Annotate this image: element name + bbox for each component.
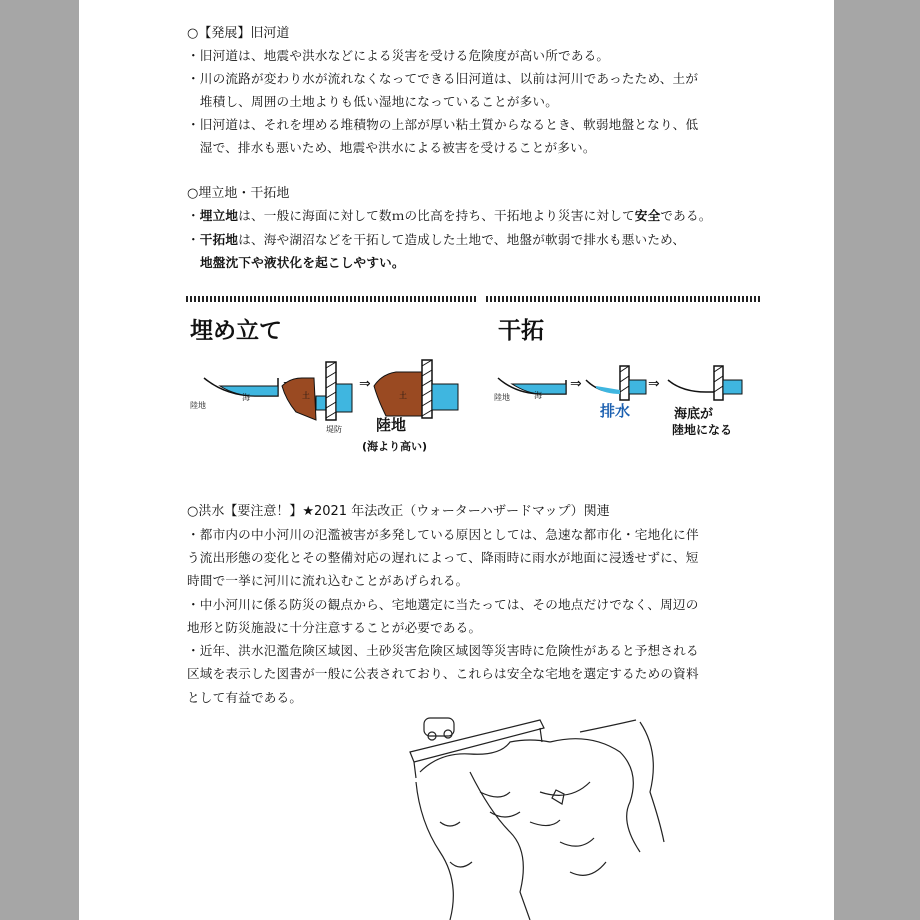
seabed-label: 海底が [674, 407, 714, 422]
flood-illustration [380, 712, 670, 920]
kantaku-title: 干拓 [498, 318, 544, 344]
heading-reclaimed: ○埋立地・干拓地 [187, 186, 290, 201]
text-line: として有益である。 [187, 690, 303, 705]
sea-label: 海 [242, 393, 250, 402]
text-line: ・都市内の中小河川の氾濫被害が多発している原因としては、急速な都市化・宅地化に伴 [187, 527, 699, 542]
result-land-label: 陸地 [376, 416, 407, 434]
heading-old-river: ○【発展】旧河道 [187, 26, 290, 41]
text-line: ・近年、洪水氾濫危険区域図、土砂災害危険区域図等災害時に危険性があると予想される [187, 643, 699, 658]
heading-flood: ○洪水【要注意！】★2021 年法改正（ウォーターハザードマップ）関連 [187, 504, 610, 519]
text-line: 区域を表示した図書が一般に公表されており、これらは安全な宅地を選定するための資料 [187, 666, 699, 681]
text-line: う流出形態の変化とその整備対応の遅れによって、降雨時に雨水が地面に浸透せずに、短 [187, 550, 699, 565]
text-line: 地形と防災施設に十分注意することが必要である。 [187, 620, 482, 635]
text-line-reclaimed-3: 地盤沈下や液状化を起こしやすい。 [200, 255, 405, 270]
land-label: 陸地 [190, 401, 206, 410]
soil-label: 土 [302, 391, 310, 400]
umetate-title: 埋め立て [190, 318, 282, 344]
svg-text:⇒: ⇒ [570, 376, 582, 392]
text-line: ・旧河道は、それを埋める堆積物の上部が厚い粘土質からなるとき、軟弱地盤となり、低 [187, 117, 699, 132]
text-line: 堆積し、周囲の土地よりも低い湿地になっていることが多い。 [187, 94, 559, 109]
reclamation-diagram [186, 300, 766, 490]
text-line: ・川の流路が変わり水が流れなくなってできる旧河道は、以前は河川であったため、土が [187, 71, 699, 86]
svg-text:⇒: ⇒ [648, 376, 660, 392]
dike-label: 堤防 [326, 425, 342, 434]
text-line-reclaimed-2: ・干拓地は、海や湖沼などを干拓して造成した土地で、地盤が軟弱で排水も悪いため、 [187, 232, 686, 247]
text-line: ・旧河道は、地震や洪水などによる災害を受ける危険度が高い所である。 [187, 48, 610, 63]
text-line-reclaimed-1: ・埋立地は、一般に海面に対して数ｍの比高を持ち、干拓地より災害に対して安全である。 [187, 208, 712, 223]
svg-text:土: 土 [399, 391, 407, 400]
text-line: 時間で一挙に河川に流れ込むことがあげられる。 [187, 573, 469, 588]
svg-text:陸地: 陸地 [494, 393, 510, 402]
svg-text:⇒: ⇒ [359, 376, 371, 392]
drain-label: 排水 [600, 402, 631, 420]
text-line: ・中小河川に係る防災の観点から、宅地選定に当たっては、その地点だけでなく、周辺の [187, 597, 699, 612]
becomes-land-label: 陸地になる [672, 423, 733, 437]
text-line: 湿で、排水も悪いため、地震や洪水による被害を受けることが多い。 [187, 140, 596, 155]
result-higher-label: (海より高い) [362, 440, 428, 453]
svg-text:海: 海 [534, 391, 542, 400]
